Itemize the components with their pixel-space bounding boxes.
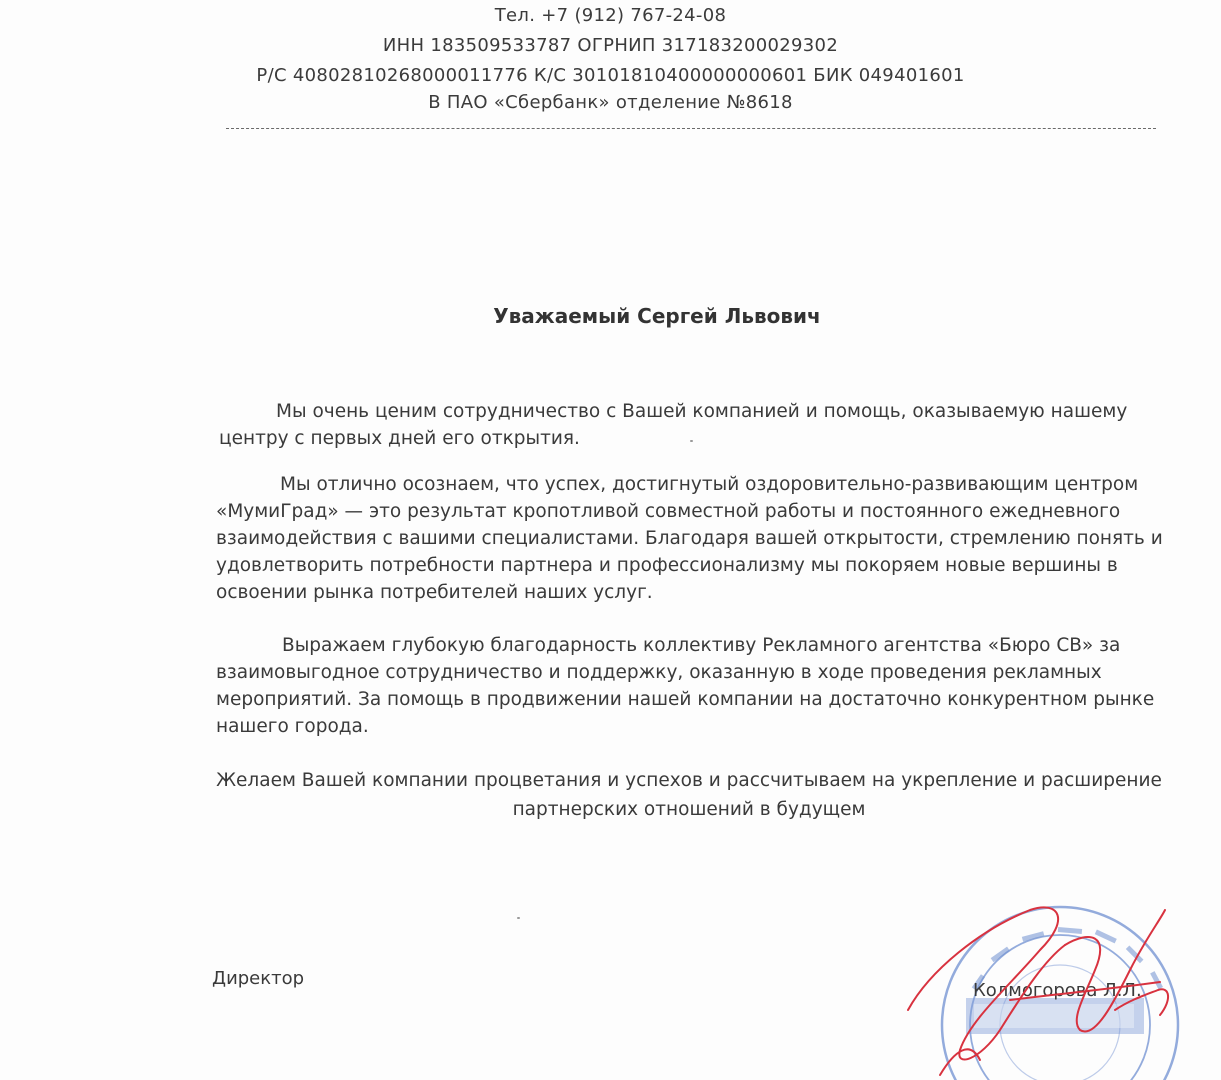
scan-speck	[690, 440, 693, 442]
header-inn: ИНН 183509533787 ОГРНИП 317183200029302	[382, 35, 839, 56]
paragraph-3-line: нашего города.	[216, 716, 369, 737]
paragraph-1	[216, 398, 1127, 452]
paragraph-2	[214, 471, 1163, 606]
paragraph-2-line: освоении рынка потребителей наших услуг.	[216, 582, 653, 603]
header-phone: Тел. +7 (912) 767-24-08	[494, 5, 727, 26]
paragraph-3	[214, 632, 1154, 740]
director-title: Директор	[212, 968, 305, 989]
header-bank-name: В ПАО «Сбербанк» отделение №8618	[428, 92, 793, 113]
paragraph-3-line: мероприятий. За помощь в продвижении нашей компании на достаточно конкурентном рынке	[216, 689, 1155, 710]
paragraph-3-line: взаимовыгодное сотрудничество и поддержку, оказанную в ходе проведения рекламных	[216, 662, 1102, 683]
signer-name: Колмогорова Л.Л.	[973, 980, 1142, 1001]
letter-salutation: Уважаемый Сергей Львович	[493, 304, 821, 328]
paragraph-2-line: удовлетворить потребности партнера и профессионализму мы покоряем новые вершины в	[216, 555, 1118, 576]
paragraph-2-line: «МумиГрад» — это результат кропотливой совместной работы и постоянного ежедневного	[216, 501, 1121, 522]
closing-line: Желаем Вашей компании процветания и успехов и рассчитываем на укрепление и расширение	[216, 770, 1162, 791]
closing-wishes	[214, 766, 1164, 824]
paragraph-3-line: Выражаем глубокую благодарность коллективу Рекламного агентства «Бюро СВ» за	[282, 635, 1121, 656]
handwritten-signature	[860, 890, 1200, 1080]
scan-speck	[517, 917, 520, 919]
paragraph-1-line: центру с первых дней его открытия.	[219, 428, 580, 449]
header-separator	[226, 128, 1156, 129]
paragraph-2-line: Мы отлично осознаем, что успех, достигнутый оздоровительно-развивающим центром	[280, 474, 1139, 495]
closing-line: партнерских отношений в будущем	[512, 799, 866, 820]
paragraph-1-line: Мы очень ценим сотрудничество с Вашей компанией и помощь, оказываемую нашему	[276, 401, 1128, 422]
header-bank-accounts: Р/С 40802810268000011776 К/С 30101810400000000601 БИК 049401601	[256, 65, 965, 86]
paragraph-2-line: взаимодействия с вашими специалистами. Благодаря вашей открытости, стремлению понять и	[216, 528, 1163, 549]
